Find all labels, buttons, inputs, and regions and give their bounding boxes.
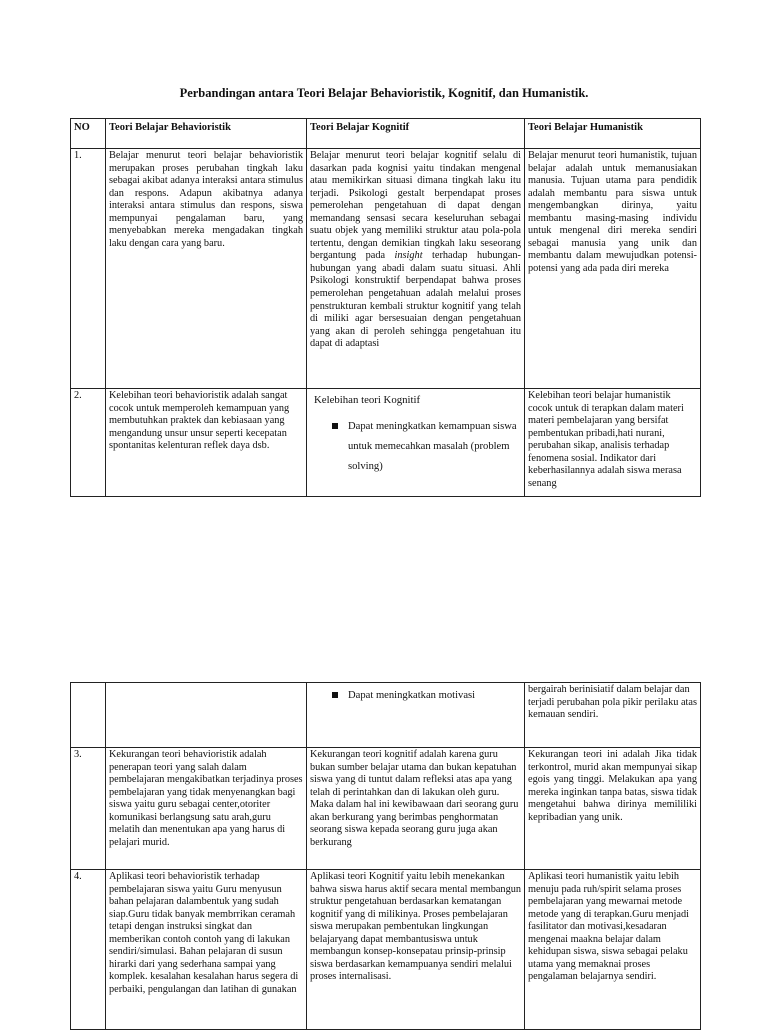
- header-kognitif: Teori Belajar Kognitif: [307, 119, 525, 149]
- row-number: [71, 683, 106, 748]
- cell-humanistik: Belajar menurut teori humanistik, tujuan belajar adalah untuk memanusiakan manusia. Tujuan utama para pendidik adalah membantu para siswa untuk mengembangkan dirinya, yaitu membantu masing-masing individu untuk mengenal diri mereka sendiri sebagai manusia yang unik dan membantu dalam mewujudkan potensi-potensi yang ada pada diri mereka: [525, 149, 701, 389]
- header-no: NO: [71, 119, 106, 149]
- cell-humanistik: Kekurangan teori ini adalah Jika tidak terkontrol, murid akan mempunyai sikap egois yang tinggi. Melakukan apa yang mereka inginkan tanpa batas, siswa tidak mengetahui bahwa dirinya memililiki kepribadian yang unik.: [525, 748, 701, 870]
- table-row-continued: [71, 683, 701, 748]
- comparison-table-part-2: [70, 682, 701, 1030]
- cell-humanistik: Kelebihan teori belajar humanistik cocok untuk di terapkan dalam materi materi pembelajaran yang bersifat pembentukan pribadi,hati nurani, perubahan sikap, analisis terhadap fenomena sosial. Indikator dari keberhasilannya adalah siswa merasa senang: [525, 389, 701, 497]
- table-row: [71, 389, 701, 497]
- cell-behavioristik: Aplikasi teori behavioristik terhadap pembelajaran siswa yaitu Guru menyusun bahan pelajaran dalambentuk yang sudah siap.Guru tidak banyak membrrikan ceramah tetapi dengan instruksi singkat dan memberikan contoh contoh yang di lakukan sendiri/simulasi. Bahan pelajaran di susun hirarki dari yang sederhana sampai yang komplek. kesalahan kesalahan harus segera di perbaiki, pengulangan dan latihan di gunakan: [106, 870, 307, 1030]
- bullet-square-icon: [332, 423, 338, 429]
- cell-behavioristik: Belajar menurut teori belajar behavioristik merupakan proses perubahan tingkah laku sebagai akibat adanya interaksi antara stimulus dan respons. Adapun akibatnya adanya interaksi antara stimulus dan respons, siswa mempunyai pengalaman baru, yang menyebabkan mereka mengadakan tingkah laku dengan cara yang baru.: [106, 149, 307, 389]
- table-row: [71, 870, 701, 1030]
- table-row: [71, 748, 701, 870]
- table-header-row: [71, 119, 701, 149]
- bullet-square-icon: [332, 692, 338, 698]
- cell-kognitif: [307, 683, 525, 748]
- bullet-item: Dapat meningkatkan motivasi: [332, 686, 521, 706]
- row-number: 4.: [71, 870, 106, 1030]
- cell-kognitif: Belajar menurut teori belajar kognitif selalu di dasarkan pada kognisi yaitu tindakan mengenal atau memikirkan situasi dimana tingkah laku itu terjadi. Psikologi gestalt berpendapat proses pemerolehan pengetahuan di dapat dengan memandang sensasi secara keseluruhan sebagai suatu objek yang memiliki struktur atau pola-pola tertentu, dengan demikian tingkah laku seseorang bergantung pada insight terhadap hubungan-hubungan yang abadi dalam suatu situasi. Ahli Psikologi konstruktif berpendapat bahwa proses pemerolehan pengetahuan adalah melalui proses penstrukturan kembali struktur kognitif yang telah di miliki agar bersesuaian dengan pengetahuan yang akan di peroleh sehingga pengetahuan itu dapat di adaptasi: [307, 149, 525, 389]
- row-number: 3.: [71, 748, 106, 870]
- table-row: [71, 149, 701, 389]
- cell-humanistik: Aplikasi teori humanistik yaitu lebih menuju pada ruh/spirit selama proses pembelajaran yang mewarnai metode metode yang di terapkan.Guru menjadi fasilitator dan motivasi,kesadaran mengenai maakna belajar dalam kehidupan siswa, siswa sebagai pelaku utama yang memaknai proses pengalaman belajarnya sendiri.: [525, 870, 701, 1030]
- bullet-item: Dapat meningkatkan kemampuan siswa untuk memecahkan masalah (problem solving): [332, 417, 521, 477]
- document-title: Perbandingan antara Teori Belajar Behavioristik, Kognitif, dan Humanistik.: [179, 86, 589, 100]
- comparison-table-part-1: [70, 118, 701, 497]
- cell-behavioristik: Kekurangan teori behavioristik adalah penerapan teori yang salah dalam pembelajaran mengakibatkan terjadinya proses pembelajaran yang tidak menyenangkan bagi siswa yaitu guru sebagai center,otoriter komunikasi berlangsung satu arah,guru melatih dan menentukan apa yang harus di pelajari murid.: [106, 748, 307, 870]
- cell-behavioristik: Kelebihan teori behavioristik adalah sangat cocok untuk memperoleh kemampuan yang membutuhkan praktek dan kebiasaan yang mengandung unsur unsur seperti kecepatan spontanitas kelenturan reflek daya dsb.: [106, 389, 307, 497]
- cell-kognitif: Kekurangan teori kognitif adalah karena guru bukan sumber belajar utama dan bukan kepatuhan siswa yang di tuntut dalam refleksi atas apa yang telah di perintahkan dan di lakukan oleh guru. Maka dalam hal ini kewibawaan dari seorang guru akan berkurang yang berimbas penghormatan seorang siswa kepada seorang guru juga akan berkurang: [307, 748, 525, 870]
- cell-humanistik: bergairah berinisiatif dalam belajar dan terjadi perubahan pola pikir perilaku atas kemauan sendiri.: [525, 683, 701, 748]
- cell-heading: Kelebihan teori Kognitif: [314, 394, 421, 406]
- cell-behavioristik: [106, 683, 307, 748]
- cell-kognitif: Aplikasi teori Kognitif yaitu lebih menekankan bahwa siswa harus aktif secara mental membangun struktur pengetahuan berdasarkan kematangan kognitif yang di milikinya. Proses pembelajaran siswa merupakan pembentukan lingkungan belajaryang dapat membantusiswa untuk membangun konsep-konsepatau prinsip-prinsip siswa berdasarkan kemampuanya sendiri melalui proses internalisasi.: [307, 870, 525, 1030]
- row-number: 1.: [71, 149, 106, 389]
- insight-term: insight: [394, 250, 423, 262]
- header-humanistik: Teori Belajar Humanistik: [525, 119, 701, 149]
- cell-kognitif: [307, 389, 525, 497]
- header-behavioristik: Teori Belajar Behavioristik: [106, 119, 307, 149]
- row-number: 2.: [71, 389, 106, 497]
